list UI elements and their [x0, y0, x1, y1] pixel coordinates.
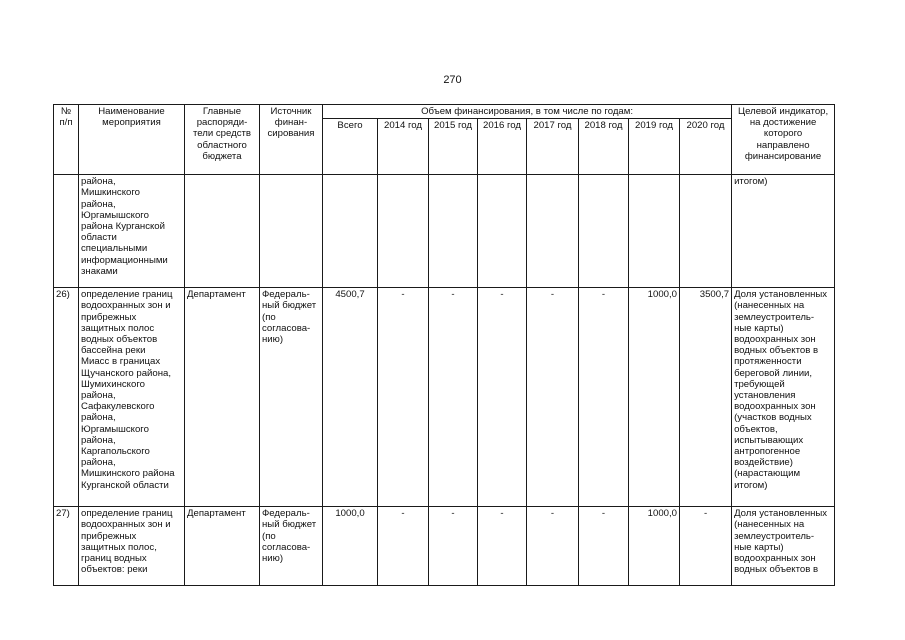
cell-year-value — [378, 175, 429, 288]
header-year: 2019 год — [629, 119, 680, 175]
header-year: 2018 год — [579, 119, 629, 175]
header-name: Наименование мероприятия — [79, 105, 185, 175]
header-indicator: Целевой индикатор, на достижение которого направлено финансирование — [732, 105, 835, 175]
cell-year-value — [579, 175, 629, 288]
cell-indicator: итогом) — [732, 175, 835, 288]
header-year: 2015 год — [429, 119, 478, 175]
header-year: 2017 год — [527, 119, 579, 175]
cell-total — [323, 175, 378, 288]
cell-year-value: - — [527, 288, 579, 507]
page-number: 270 — [443, 74, 462, 86]
header-year: 2020 год — [680, 119, 732, 175]
cell-name: определение границ водоохранных зон и прибрежных защитных полос водных объектов бассейна реки Миасс в границах Щучанского района, Шумихинского района, Сафакулевского района, Юргамышского района, Каргапольского района, Мишкинского района Курганской области — [79, 288, 185, 507]
header-total: Всего — [323, 119, 378, 175]
cell-year-value — [478, 175, 527, 288]
cell-source — [260, 175, 323, 288]
cell-source: Федераль- ный бюджет (по согласова- нию) — [260, 288, 323, 507]
header-year: 2014 год — [378, 119, 429, 175]
table-row — [54, 507, 835, 586]
cell-source: Федераль- ный бюджет (по согласова- нию) — [260, 507, 323, 586]
cell-year-value: - — [378, 507, 429, 586]
cell-num: 26) — [54, 288, 79, 507]
cell-year-value — [680, 175, 732, 288]
header-num: № п/п — [54, 105, 79, 175]
cell-year-value — [527, 175, 579, 288]
cell-total: 1000,0 — [323, 507, 378, 586]
cell-year-value: 1000,0 — [629, 507, 680, 586]
cell-admin — [185, 175, 260, 288]
cell-year-value: - — [429, 288, 478, 507]
cell-year-value: - — [429, 507, 478, 586]
cell-indicator: Доля установленных (нанесенных на землеустроитель- ные карты) водоохранных зон водных объектов в — [732, 507, 835, 586]
cell-admin: Департамент — [185, 507, 260, 586]
cell-year-value: 1000,0 — [629, 288, 680, 507]
header-year: 2016 год — [478, 119, 527, 175]
cell-indicator: Доля установленных (нанесенных на землеустроитель- ные карты) водоохранных зон водных объектов в протяженности береговой линии, требующей установления водоохранных зон (участков водных объектов, испытывающих антропогенное воздействие) (нарастающим итогом) — [732, 288, 835, 507]
cell-year-value: - — [527, 507, 579, 586]
header-funding-group: Объем финансирования, в том числе по годам: — [323, 105, 732, 119]
cell-admin: Департамент — [185, 288, 260, 507]
table-row — [54, 175, 835, 288]
cell-year-value: - — [478, 288, 527, 507]
table-row — [54, 288, 835, 507]
header-admin: Главные распоряди- тели средств областного бюджета — [185, 105, 260, 175]
cell-name: района, Мишкинского района, Юргамышского района Курганской области специальными информационными знаками — [79, 175, 185, 288]
cell-year-value: 3500,7 — [680, 288, 732, 507]
cell-year-value: - — [579, 507, 629, 586]
cell-total: 4500,7 — [323, 288, 378, 507]
cell-year-value: - — [378, 288, 429, 507]
cell-year-value — [429, 175, 478, 288]
cell-num: 27) — [54, 507, 79, 586]
financing-table — [53, 104, 835, 586]
cell-year-value: - — [680, 507, 732, 586]
header-row-1 — [54, 105, 835, 119]
header-source: Источник финан- сирования — [260, 105, 323, 175]
cell-year-value — [629, 175, 680, 288]
cell-year-value: - — [478, 507, 527, 586]
cell-num — [54, 175, 79, 288]
cell-name: определение границ водоохранных зон и прибрежных защитных полос, границ водных объектов: реки — [79, 507, 185, 586]
cell-year-value: - — [579, 288, 629, 507]
